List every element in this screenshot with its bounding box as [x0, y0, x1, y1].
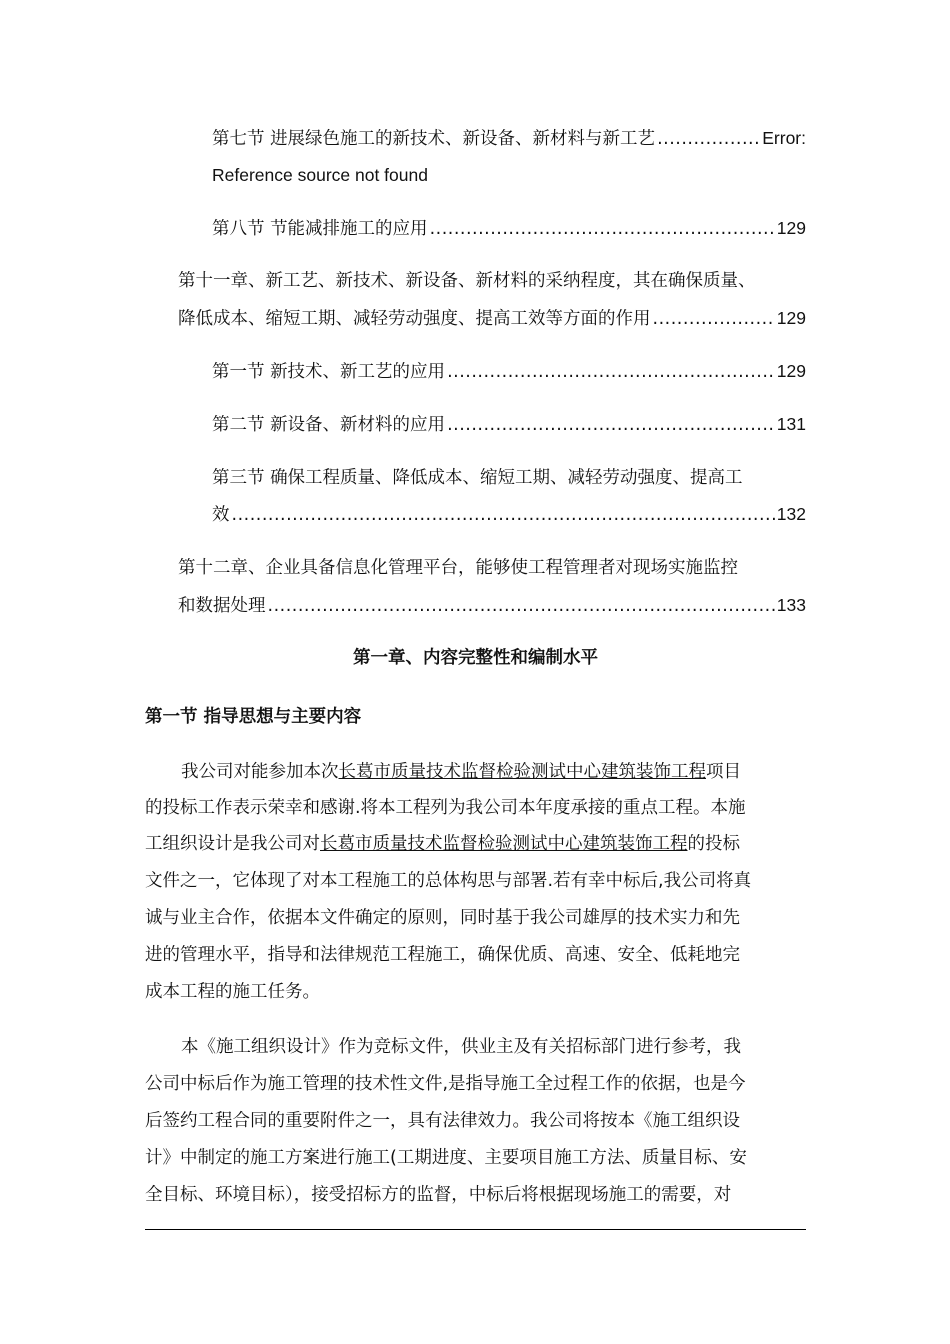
project-name-underlined: 长葛市质量技术监督检验测试中心建筑装饰工程 [320, 834, 688, 854]
footer-divider [145, 1229, 806, 1230]
toc-entry-section-3[interactable] [212, 502, 806, 527]
toc-entry-text: 第一节 新技术、新工艺的应用 [212, 362, 446, 382]
paragraph-1-line-4: 文件之一，它体现了对本工程施工的总体构思与部署.若有幸中标后,我公司将真 [145, 871, 752, 891]
toc-entry-chapter-12-line1[interactable]: 第十二章、企业具备信息化管理平台，能够使工程管理者对现场实施监控 [178, 558, 738, 578]
paragraph-1-line-7: 成本工程的施工任务。 [145, 982, 320, 1002]
toc-entry-chapter-12[interactable] [178, 593, 806, 618]
toc-leader-dots [447, 360, 775, 384]
section-title: 第一节 指导思想与主要内容 [145, 707, 362, 727]
toc-entry-section-2[interactable] [212, 412, 806, 437]
toc-entry-text: 第二节 新设备、新材料的应用 [212, 415, 446, 435]
toc-entry-text: 第八节 节能减排施工的应用 [212, 219, 428, 239]
chapter-title: 第一章、内容完整性和编制水平 [353, 648, 598, 668]
text-run: 的投标 [687, 834, 740, 854]
text-run: 我公司对能参加本次 [181, 762, 339, 782]
toc-leader-dots [430, 217, 775, 241]
toc-leader-dots [657, 127, 760, 151]
paragraph-2-line-5: 全目标、环境目标），接受招标方的监督，中标后将根据现场施工的需要，对 [145, 1185, 732, 1205]
paragraph-1-line-2: 的投标工作表示荣幸和感谢.将本工程列为我公司本年度承接的重点工程。本施 [145, 798, 746, 818]
paragraph-2-line-1: 本《施工组织设计》作为竞标文件，供业主及有关招标部门进行参考，我 [181, 1037, 741, 1057]
paragraph-1-line-5: 诚与业主合作，依据本文件确定的原则，同时基于我公司雄厚的技术实力和先 [145, 908, 740, 928]
toc-entry-section-3-line1[interactable]: 第三节 确保工程质量、降低成本、缩短工期、减轻劳动强度、提高工 [212, 468, 743, 488]
paragraph-2-line-3: 后签约工程合同的重要附件之一，具有法律效力。我公司将按本《施工组织设 [145, 1111, 740, 1131]
toc-page-number: 129 [776, 218, 806, 238]
toc-entry-text: 降低成本、缩短工期、减轻劳动强度、提高工效等方面的作用 [178, 309, 651, 329]
toc-entry-section-1[interactable] [212, 359, 806, 384]
paragraph-2-line-2: 公司中标后作为施工管理的技术性文件,是指导施工全过程工作的依据，也是今 [145, 1074, 746, 1094]
toc-leader-dots [447, 413, 775, 437]
text-run: 工组织设计是我公司对 [145, 834, 320, 854]
paragraph-1-line-1 [181, 760, 741, 784]
toc-leader-dots [653, 307, 775, 331]
toc-page-number: Error: [762, 128, 806, 148]
toc-page-number: 132 [776, 504, 806, 524]
paragraph-1-line-6: 进的管理水平，指导和法律规范工程施工，确保优质、高速、安全、低耗地完 [145, 945, 740, 965]
toc-page-number: 129 [776, 361, 806, 381]
toc-entry-text: 第七节 进展绿色施工的新技术、新设备、新材料与新工艺 [212, 129, 656, 149]
project-name-underlined: 长葛市质量技术监督检验测试中心建筑装饰工程 [338, 762, 706, 782]
paragraph-1-line-3 [145, 832, 740, 856]
paragraph-2-line-4: 计》中制定的施工方案进行施工(工期进度、主要项目施工方法、质量目标、安 [145, 1148, 747, 1168]
toc-page-number: 129 [776, 308, 806, 328]
toc-page-number: 133 [776, 595, 806, 615]
toc-entry-text: 效 [212, 505, 230, 525]
toc-entry-chapter-11-line1[interactable]: 第十一章、新工艺、新技术、新设备、新材料的采纳程度，其在确保质量、 [178, 271, 756, 291]
toc-leader-dots [232, 503, 775, 527]
toc-entry-section-8[interactable] [212, 216, 806, 241]
toc-entry-text: 和数据处理 [178, 596, 266, 616]
toc-entry-chapter-11[interactable] [178, 306, 806, 331]
toc-page-number: 131 [776, 414, 806, 434]
toc-leader-dots [268, 594, 775, 618]
toc-entry-continuation: Reference source not found [212, 165, 428, 185]
toc-entry-section-7[interactable] [212, 126, 806, 151]
text-run: 项目 [706, 762, 741, 782]
